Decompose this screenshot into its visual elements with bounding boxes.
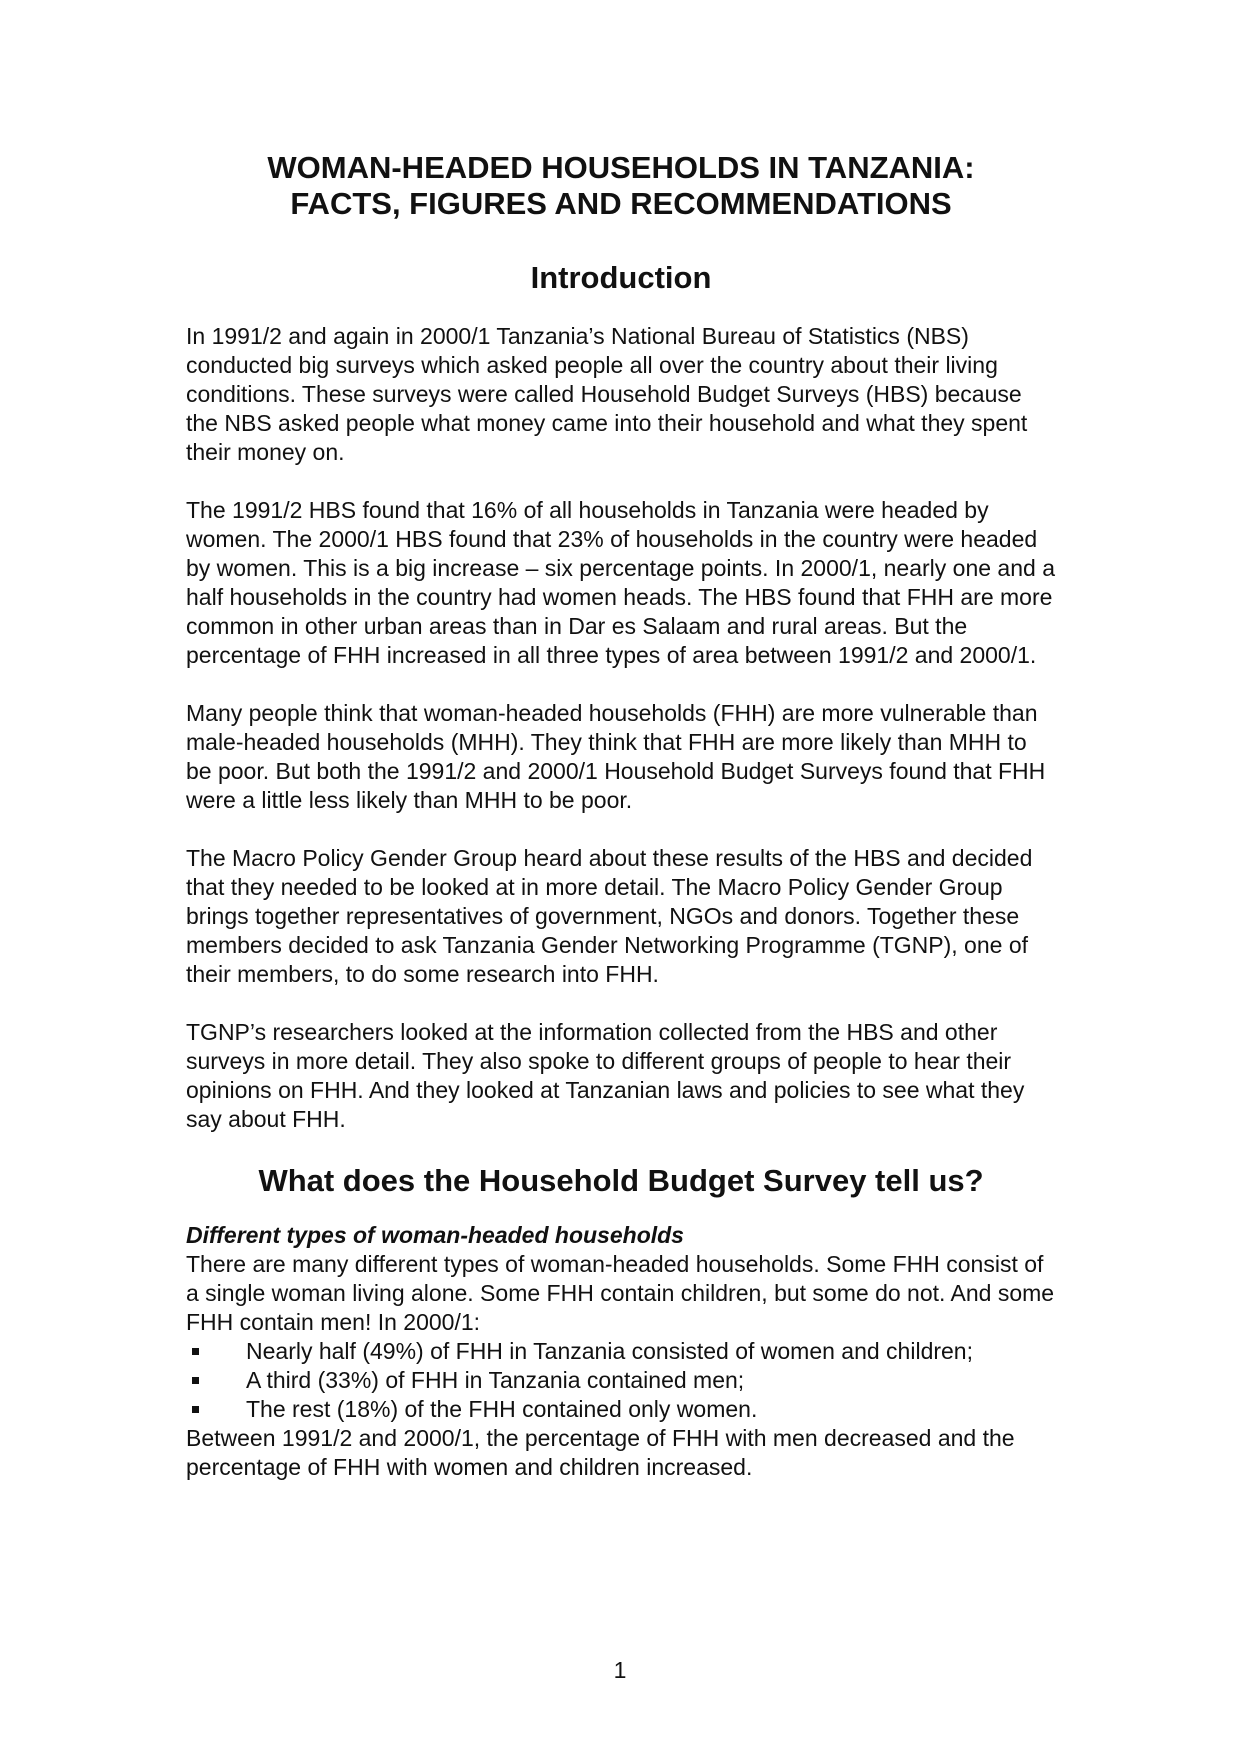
introduction-heading: Introduction — [530, 260, 712, 295]
document-page — [186, 150, 1056, 1482]
types-bullet-list — [186, 1337, 1056, 1424]
list-item-text: Nearly half (49%) of FHH in Tanzania consisted of women and children; — [246, 1338, 973, 1364]
list-item — [186, 1395, 1056, 1424]
types-intro-paragraph: There are many different types of woman-headed households. Some FHH consist of a single woman living alone. Some FHH contain children, but some do not. And some FHH contain men! In 2000/1: — [186, 1251, 1055, 1335]
title-line-1: WOMAN-HEADED HOUSEHOLDS IN TANZANIA: — [267, 150, 975, 185]
square-bullet-icon — [192, 1377, 199, 1384]
list-item — [186, 1366, 1056, 1395]
list-item-text: The rest (18%) of the FHH contained only women. — [246, 1396, 758, 1422]
intro-paragraph-5: TGNP’s researchers looked at the information collected from the HBS and other surveys in more detail. They also spoke to different groups of people to hear their opinions on FHH. And they looked at Tanzanian laws and policies to see what they say about FHH. — [186, 1019, 1025, 1132]
list-item-text: A third (33%) of FHH in Tanzania contained men; — [246, 1367, 745, 1393]
types-closing-paragraph: Between 1991/2 and 2000/1, the percentage of FHH with men decreased and the percentage of FHH with women and children increased. — [186, 1425, 1015, 1480]
hbs-section-heading: What does the Household Budget Survey tell us? — [258, 1163, 984, 1198]
square-bullet-icon — [192, 1406, 199, 1413]
intro-paragraph-4: The Macro Policy Gender Group heard about these results of the HBS and decided that they needed to be looked at in more detail. The Macro Policy Gender Group brings together representatives of government, NGOs and donors. Together these members decided to ask Tanzania Gender Networking Programme (TGNP), one of their members, to do some research into FHH. — [186, 845, 1033, 987]
square-bullet-icon — [192, 1348, 199, 1355]
page-number: 1 — [613, 1657, 627, 1683]
intro-paragraph-1: In 1991/2 and again in 2000/1 Tanzania’s National Bureau of Statistics (NBS) conducted big surveys which asked people all over the country about their living conditions. These surveys were called Household Budget Surveys (HBS) because the NBS asked people what money came into their household and what they spent their money on. — [186, 323, 1028, 465]
document-title — [186, 150, 1056, 222]
intro-paragraph-2: The 1991/2 HBS found that 16% of all households in Tanzania were headed by women. The 2000/1 HBS found that 23% of households in the country were headed by women. This is a big increase – six percentage points. In 2000/1, nearly one and a half households in the country had women heads. The HBS found that FHH are more common in other urban areas than in Dar es Salaam and rural areas. But the percentage of FHH increased in all three types of area between 1991/2 and 2000/1. — [186, 497, 1055, 668]
types-subheading: Different types of woman-headed households — [186, 1222, 684, 1248]
title-line-2: FACTS, FIGURES AND RECOMMENDATIONS — [290, 186, 952, 221]
list-item — [186, 1337, 1056, 1366]
intro-paragraph-3: Many people think that woman-headed households (FHH) are more vulnerable than male-headed households (MHH). They think that FHH are more likely than MHH to be poor. But both the 1991/2 and 2000/1 Household Budget Surveys found that FHH were a little less likely than MHH to be poor. — [186, 700, 1046, 813]
